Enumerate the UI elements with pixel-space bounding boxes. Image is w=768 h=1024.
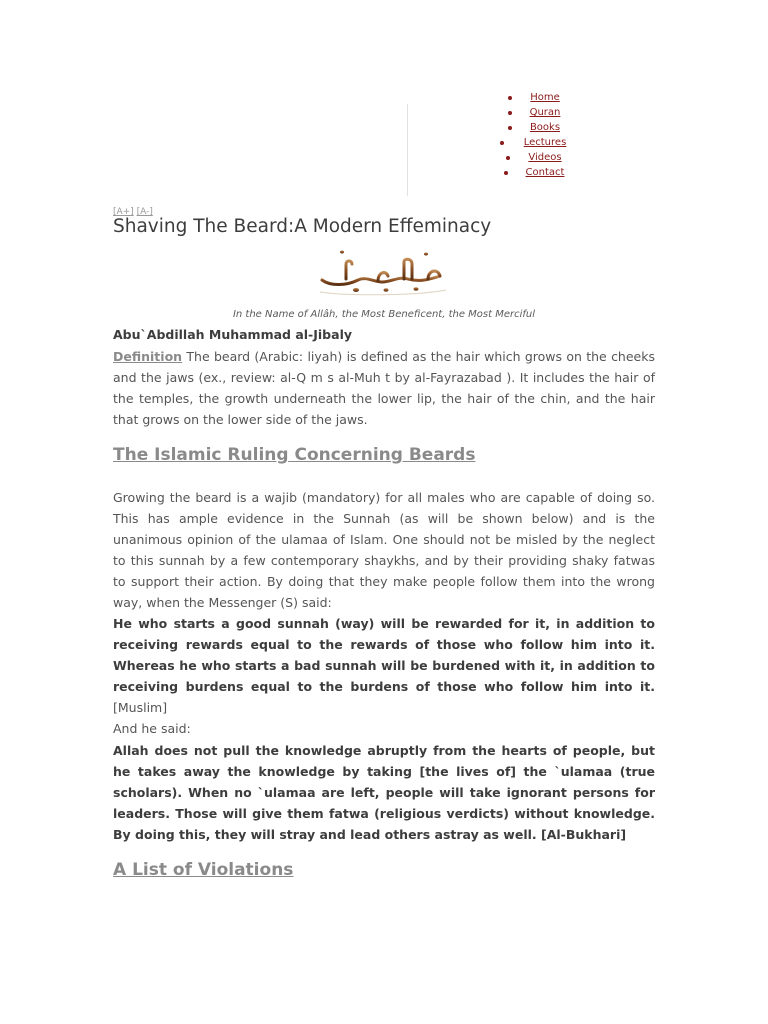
- nav-link-home[interactable]: Home: [530, 92, 560, 103]
- definition-paragraph: [113, 346, 655, 430]
- nav-link-quran[interactable]: Quran: [529, 107, 561, 118]
- bullet-icon: [504, 171, 508, 175]
- bullet-icon: [500, 141, 504, 145]
- hadith-muslim: [113, 613, 655, 718]
- bullet-icon: [508, 111, 512, 115]
- nav-item-lectures[interactable]: [500, 135, 590, 150]
- page-title: Shaving The Beard:A Modern Effeminacy: [113, 216, 492, 237]
- bullet-icon: [506, 156, 510, 160]
- hadith-muslim-text: He who starts a good sunnah (way) will be rewarded for it, in addition to receiving rewards equal to the rewards of those who follow him into it. Whereas he who starts a bad sunnah will be burdened with it, in addition to receiving burdens equal to the burdens of those who follow him into it.: [113, 616, 655, 694]
- bullet-icon: [508, 96, 512, 100]
- nav-item-home[interactable]: [500, 90, 590, 105]
- definition-text: The beard (Arabic: liyah) is defined as the hair which grows on the cheeks and the jaws (ex., review: al-Q m s al-Muh t by al-Fayrazabad ). It includes the hair of the temples, the growth underneath the lower lip, the hair of the chin, and the hair that grows on the lower side of the jaws.: [113, 349, 655, 427]
- nav-link-books[interactable]: Books: [529, 122, 561, 133]
- author-name: Abu`Abdillah Muhammad al-Jibaly: [113, 327, 352, 342]
- bullet-icon: [508, 126, 512, 130]
- basmala-calligraphy-icon: [316, 246, 450, 296]
- heading-islamic-ruling: The Islamic Ruling Concerning Beards: [113, 445, 476, 465]
- nav-item-videos[interactable]: [500, 150, 590, 165]
- font-increase-link[interactable]: [A+]: [113, 207, 134, 217]
- basmala-translation: In the Name of Allâh, the Most Beneficent, the Most Merciful: [232, 309, 536, 320]
- nav-link-videos[interactable]: Videos: [528, 152, 562, 163]
- font-decrease-link[interactable]: [A-]: [136, 207, 153, 217]
- header-divider: [407, 104, 408, 196]
- definition-label[interactable]: Definition: [113, 349, 183, 364]
- nav-link-contact[interactable]: Contact: [525, 167, 565, 178]
- nav-item-contact[interactable]: [500, 165, 590, 180]
- nav-item-quran[interactable]: [500, 105, 590, 120]
- and-he-said-line: And he said:: [113, 721, 191, 736]
- hadith-bukhari: Allah does not pull the knowledge abruptly from the hearts of people, but he takes away the knowledge by taking [the lives of] the `ulamaa (true scholars). When no `ulamaa are left, people will take ignorant persons for leaders. Those will give them fatwa (religious verdicts) without knowledge. By doing this, they will stray and lead others astray as well. [Al-Bukhari]: [113, 743, 655, 842]
- nav-item-books[interactable]: [500, 120, 590, 135]
- nav-link-lectures[interactable]: Lectures: [523, 137, 567, 148]
- heading-list-of-violations: A List of Violations: [113, 860, 294, 880]
- main-nav: [500, 90, 590, 180]
- ruling-paragraph: Growing the beard is a wajib (mandatory) for all males who are capable of doing so. This has ample evidence in the Sunnah (as will be shown below) and is the unanimous opinion of the ulamaa of Islam. One should not be misled by the neglect to this sunnah by a few contemporary shaykhs, and by their providing shaky fatwas to support their action. By doing that they make people follow them into the wrong way, when the Messenger (S) said:: [113, 490, 655, 610]
- hadith-muslim-source: [Muslim]: [113, 700, 168, 715]
